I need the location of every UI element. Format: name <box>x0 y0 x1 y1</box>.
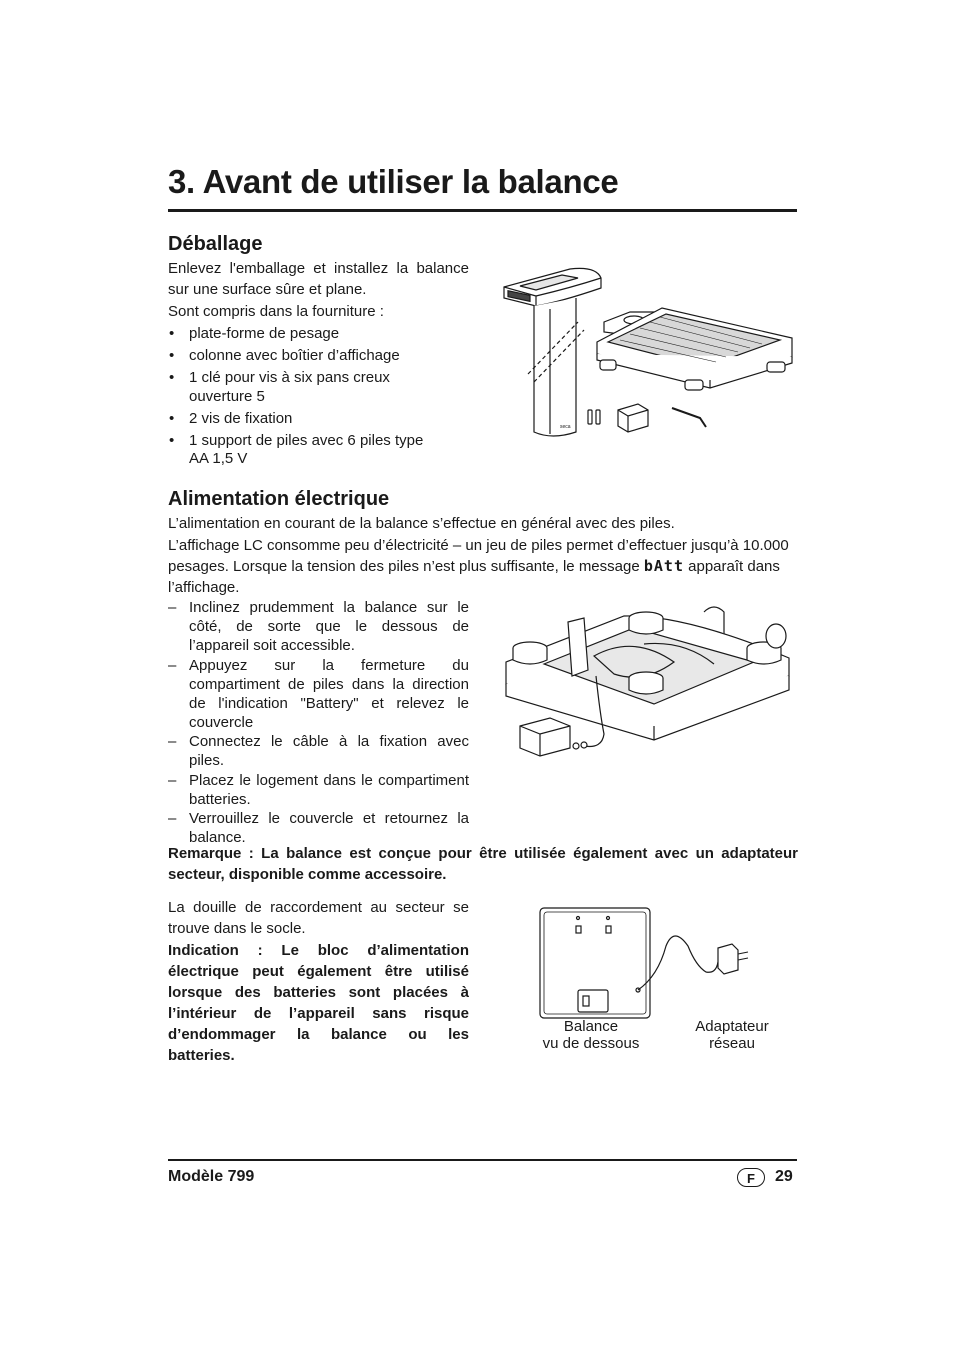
power-para-2-text: L’affichage LC consomme peu d’électricité – un jeu de piles permet d’effectuer jusqu’à 10.000 pesages. Lorsque la tension des piles n’est plus suffisante, le message <box>168 537 789 575</box>
title-rule <box>168 209 797 212</box>
list-item: • 1 support de piles avec 6 piles type AA 1,5 V <box>168 432 428 469</box>
scale-parts-illustration <box>500 262 800 442</box>
caption-adapter <box>672 1018 792 1052</box>
list-item: – Placez le logement dans le compartiment batteries. <box>168 771 469 809</box>
included-label: Sont compris dans la fourniture : <box>168 303 384 320</box>
indication-text: Indication : Le bloc d’alimentation électrique peut également être utilisé lorsque des batteries sont placées à l’intérieur de l’appareil sans risque d’endommager la balance ou les batteries. <box>168 942 469 1064</box>
power-para-2-end: apparaît dans l’affichage. <box>168 558 780 596</box>
list-item: – Appuyez sur la fermeture du compartiment de piles dans la direction de l'indication "Battery" et relevez le couvercle <box>168 656 469 732</box>
caption-adapter-line-1: Adaptateur <box>695 1018 769 1035</box>
footer-model: Modèle 799 <box>168 1168 255 1185</box>
list-item: – Verrouillez le couvercle et retournez la balance. <box>168 809 469 847</box>
remark-text: Remarque : La balance est conçue pour être utilisée également avec un adaptateur secteur, disponible comme accessoire. <box>168 845 798 883</box>
list-item: – Inclinez prudemment la balance sur le côté, de sorte que le dessous de l’appareil soit accessible. <box>168 598 469 655</box>
included-list <box>168 325 428 472</box>
list-item: – Connectez le câble à la fixation avec piles. <box>168 732 469 770</box>
list-item: • colonne avec boîtier d’affichage <box>168 347 428 366</box>
power-para-2 <box>168 535 798 598</box>
batt-message: bAtt <box>643 557 684 575</box>
adapter-illustration <box>538 906 768 1021</box>
section-title-power: Alimentation électrique <box>168 488 390 510</box>
svg-text:seca: seca <box>560 424 571 430</box>
caption-balance-line-1: Balance <box>563 1018 619 1035</box>
battery-steps <box>168 598 469 848</box>
caption-balance-line-2: vu de dessous <box>542 1035 640 1052</box>
unpacking-intro: Enlevez l'emballage et installez la balance sur une surface sûre et plane. <box>168 260 469 298</box>
socket-text: La douille de raccordement au secteur se trouve dans le socle. <box>168 899 469 937</box>
page-title: 3. Avant de utiliser la balance <box>168 163 619 200</box>
caption-adapter-line-2: réseau <box>709 1035 755 1052</box>
caption-balance <box>520 1018 662 1052</box>
footer-rule <box>168 1159 797 1161</box>
list-item: • 2 vis de fixation <box>168 410 428 429</box>
section-title-unpacking: Déballage <box>168 233 263 255</box>
page-number: 29 <box>775 1168 793 1185</box>
battery-compartment-illustration <box>504 604 794 784</box>
language-badge: F <box>737 1168 765 1187</box>
list-item: • plate-forme de pesage <box>168 325 428 344</box>
power-para-1: L’alimentation en courant de la balance s’effectue en général avec des piles. <box>168 515 675 532</box>
list-item: • 1 clé pour vis à six pans creux ouverture 5 <box>168 369 428 406</box>
